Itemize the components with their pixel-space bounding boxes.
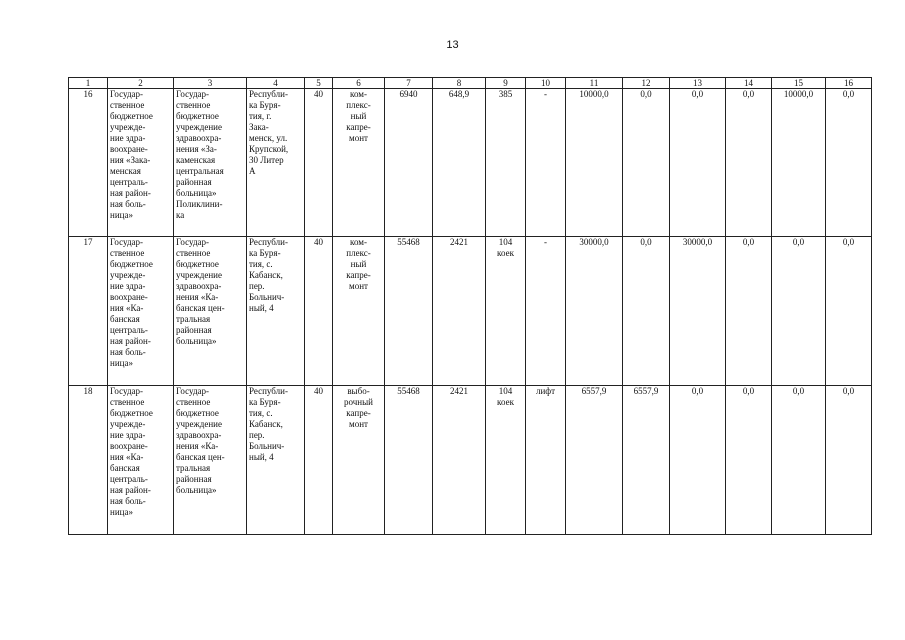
table-cell [726, 237, 772, 386]
cell-text: 0,0 [742, 386, 755, 396]
table-cell [433, 237, 486, 386]
table-cell [247, 386, 305, 535]
table-cell [670, 386, 726, 535]
cell-text: 104 коек [497, 386, 514, 407]
column-number: 11 [566, 78, 623, 89]
cell-text: Государ- ственное бюджетное учрежде- ние здра- воохране- ния «Ка- банская централь- ная район- ная боль- ница» [110, 386, 153, 517]
column-number: 1 [69, 78, 108, 89]
table-cell [772, 386, 826, 535]
cell-text: 385 [498, 89, 513, 99]
data-table [68, 77, 872, 535]
table-cell [826, 89, 872, 237]
cell-text: 0,0 [640, 237, 652, 247]
table-cell [566, 237, 623, 386]
cell-text: 0,0 [691, 89, 704, 99]
table-body [69, 89, 872, 535]
cell-text: Государ- ственное бюджетное учрежде- ние здра- воохране- ния «Зака- менская централь- ная район- ная боль- ница» [110, 89, 153, 220]
table-cell [69, 89, 108, 237]
cell-text: 6557,9 [633, 386, 659, 396]
cell-text: 0,0 [792, 386, 805, 396]
page-number: 13 [446, 39, 459, 51]
column-number: 5 [305, 78, 333, 89]
column-number: 9 [486, 78, 526, 89]
column-number: 6 [333, 78, 385, 89]
table-cell [385, 386, 433, 535]
table-cell [69, 386, 108, 535]
table-row [69, 89, 872, 237]
table-cell [486, 89, 526, 237]
table-cell [305, 386, 333, 535]
cell-text: 18 [83, 386, 93, 396]
table-cell [305, 89, 333, 237]
cell-text: 55468 [397, 386, 420, 396]
cell-text: 0,0 [640, 89, 652, 99]
cell-text: Государ- ственное бюджетное учреждение здравоохра- нения «Ка- банская цен- тральная районная больница» [176, 237, 225, 346]
cell-text: ком- плекс- ный капре- монт [346, 89, 371, 143]
table-cell [385, 89, 433, 237]
cell-text: лифт [535, 386, 556, 396]
table-row [69, 237, 872, 386]
table-cell [526, 237, 566, 386]
table-cell [433, 89, 486, 237]
column-number: 8 [433, 78, 486, 89]
table-cell [333, 386, 385, 535]
column-number: 13 [670, 78, 726, 89]
column-number: 16 [826, 78, 872, 89]
table-cell [726, 386, 772, 535]
column-number: 4 [247, 78, 305, 89]
cell-text: - [544, 237, 547, 247]
cell-text: Республи- ка Буря- тия, с. Кабанск, пер. Больнич- ный, 4 [249, 237, 288, 313]
table-cell [623, 237, 670, 386]
cell-text: 0,0 [842, 386, 855, 396]
table-cell [305, 237, 333, 386]
cell-text: 30000,0 [579, 237, 609, 247]
table-row [69, 386, 872, 535]
table-cell [433, 386, 486, 535]
table-cell [526, 89, 566, 237]
table-cell [333, 89, 385, 237]
column-number: 15 [772, 78, 826, 89]
cell-text: 0,0 [742, 237, 755, 247]
table-cell [333, 237, 385, 386]
table-cell [826, 386, 872, 535]
table-cell [108, 386, 174, 535]
column-number: 10 [526, 78, 566, 89]
table-cell [69, 237, 108, 386]
column-number: 14 [726, 78, 772, 89]
cell-text: 0,0 [792, 237, 805, 247]
cell-text: 6940 [399, 89, 418, 99]
table-cell [526, 386, 566, 535]
table-cell [486, 237, 526, 386]
cell-text: 30000,0 [682, 237, 713, 247]
table-cell [247, 89, 305, 237]
cell-text: 16 [83, 89, 93, 99]
cell-text: 17 [83, 237, 93, 247]
cell-text: 40 [314, 89, 323, 99]
cell-text: 0,0 [691, 386, 704, 396]
cell-text: 104 коек [497, 237, 514, 258]
cell-text: 0,0 [842, 89, 855, 99]
table-cell [486, 386, 526, 535]
cell-text: Республи- ка Буря- тия, с. Кабанск, пер. Больнич- ный, 4 [249, 386, 288, 462]
table-cell [174, 386, 247, 535]
cell-text: 0,0 [742, 89, 755, 99]
cell-text: 10000,0 [783, 89, 814, 99]
table-cell [670, 89, 726, 237]
column-number: 7 [385, 78, 433, 89]
cell-text: Республи- ка Буря- тия, г. Зака- менск, ул. Крупской, 30 Литер А [249, 89, 289, 176]
cell-text: 2421 [450, 386, 468, 396]
cell-text: 40 [314, 237, 323, 247]
cell-text: 6557,9 [581, 386, 607, 396]
cell-text: - [544, 89, 547, 99]
table-cell [623, 89, 670, 237]
table-cell [826, 237, 872, 386]
header-row [69, 78, 872, 89]
cell-text: выбо- рочный капре- монт [344, 386, 373, 429]
table-cell [726, 89, 772, 237]
table-cell [772, 237, 826, 386]
column-number: 12 [623, 78, 670, 89]
table-cell [566, 386, 623, 535]
cell-text: 10000,0 [579, 89, 609, 99]
column-number: 3 [174, 78, 247, 89]
cell-text: 0,0 [842, 237, 855, 247]
table-cell [108, 89, 174, 237]
table-cell [108, 237, 174, 386]
table-cell [670, 237, 726, 386]
cell-text: 648,9 [448, 89, 470, 99]
table-cell [385, 237, 433, 386]
cell-text: 2421 [450, 237, 468, 247]
cell-text: Государ- ственное бюджетное учрежде- ние здра- воохране- ния «Ка- банская централь- ная район- ная боль- ница» [110, 237, 153, 368]
cell-text: Государ- ственное бюджетное учреждение здравоохра- нения «За- каменская центральная районная больница» Поликлини- ка [176, 89, 224, 220]
table-cell [247, 237, 305, 386]
cell-text: 40 [314, 386, 323, 396]
table-cell [566, 89, 623, 237]
cell-text: Государ- ственное бюджетное учреждение здравоохра- нения «Ка- банская цен- тральная районная больница» [176, 386, 225, 495]
table-cell [772, 89, 826, 237]
table-cell [174, 237, 247, 386]
table-cell [174, 89, 247, 237]
cell-text: ком- плекс- ный капре- монт [346, 237, 371, 291]
table-cell [623, 386, 670, 535]
cell-text: 55468 [397, 237, 420, 247]
column-number: 2 [108, 78, 174, 89]
